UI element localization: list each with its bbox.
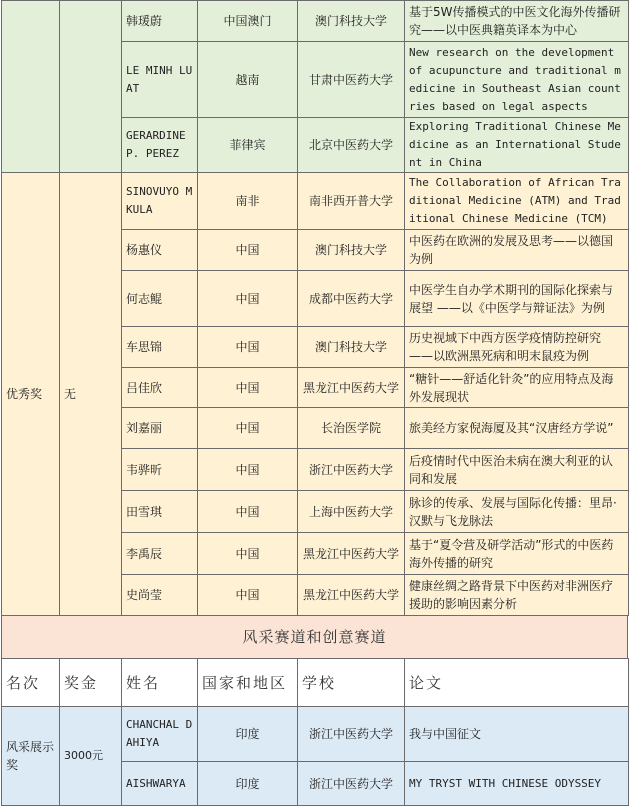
school-cell: 上海中医药大学	[298, 491, 405, 533]
country-cell: 南非	[198, 173, 298, 230]
country-cell: 菲律宾	[198, 118, 298, 173]
country-cell: 印度	[198, 707, 298, 762]
name-cell: 韦骅昕	[122, 449, 198, 491]
table-row	[2, 1, 629, 42]
school-cell: 澳门科技大学	[298, 230, 405, 271]
awards-table-lower	[1, 658, 629, 806]
school-cell: 浙江中医药大学	[298, 762, 405, 806]
country-cell: 中国	[198, 575, 298, 616]
name-cell: AISHWARYA	[122, 762, 198, 806]
name-cell: 史尚莹	[122, 575, 198, 616]
name-cell: CHANCHAL DAHIYA	[122, 707, 198, 762]
paper-cell: MY TRYST WITH CHINESE ODYSSEY	[405, 762, 629, 806]
name-cell: 田雪琪	[122, 491, 198, 533]
name-cell: 韩瑗蔚	[122, 1, 198, 42]
header-prize: 奖金	[60, 659, 122, 707]
name-cell: 何志鲲	[122, 271, 198, 327]
name-cell: 李禹辰	[122, 533, 198, 575]
school-cell: 澳门科技大学	[298, 327, 405, 368]
school-cell: 浙江中医药大学	[298, 707, 405, 762]
name-cell: SINOVUYO MKULA	[122, 173, 198, 230]
school-cell: 浙江中医药大学	[298, 449, 405, 491]
award-cell: 风采展示奖	[2, 707, 60, 806]
school-cell: 黑龙江中医药大学	[298, 533, 405, 575]
school-cell: 黑龙江中医药大学	[298, 575, 405, 616]
country-cell: 中国	[198, 449, 298, 491]
award-cell-empty	[2, 1, 60, 173]
name-cell: 车思锦	[122, 327, 198, 368]
prize-cell-empty	[60, 1, 122, 173]
header-rank: 名次	[2, 659, 60, 707]
name-cell: 吕佳欣	[122, 368, 198, 408]
school-cell: 黑龙江中医药大学	[298, 368, 405, 408]
name-cell: GERARDINE P. PEREZ	[122, 118, 198, 173]
school-cell: 北京中医药大学	[298, 118, 405, 173]
paper-cell: New research on the development of acupuncture and traditional medicine in Southeast Asian countries based on legal aspects	[405, 42, 629, 118]
country-cell: 中国澳门	[198, 1, 298, 42]
school-cell: 澳门科技大学	[298, 1, 405, 42]
header-paper: 论文	[405, 659, 629, 707]
paper-cell: 旅美经方家倪海厦及其“汉唐经方学说”	[405, 408, 629, 449]
country-cell: 中国	[198, 491, 298, 533]
paper-cell: “糖针——舒适化针灸”的应用特点及海外发展现状	[405, 368, 629, 408]
table-header-row	[2, 659, 629, 707]
award-cell: 优秀奖	[2, 173, 60, 616]
table-row	[2, 173, 629, 230]
paper-cell: Exploring Traditional Chinese Medicine as an International Student in China	[405, 118, 629, 173]
school-cell: 成都中医药大学	[298, 271, 405, 327]
country-cell: 中国	[198, 327, 298, 368]
section-title: 风采赛道和创意赛道	[1, 615, 628, 659]
prize-cell: 无	[60, 173, 122, 616]
school-cell: 南非西开普大学	[298, 173, 405, 230]
name-cell: LE MINH LUAT	[122, 42, 198, 118]
header-country: 国家和地区	[198, 659, 298, 707]
country-cell: 印度	[198, 762, 298, 806]
paper-cell: 历史视域下中西方医学疫情防控研究——以欧洲黑死病和明末鼠疫为例	[405, 327, 629, 368]
country-cell: 越南	[198, 42, 298, 118]
country-cell: 中国	[198, 271, 298, 327]
paper-cell: 我与中国征文	[405, 707, 629, 762]
paper-cell: 健康丝绸之路背景下中医药对非洲医疗援助的影响因素分析	[405, 575, 629, 616]
country-cell: 中国	[198, 230, 298, 271]
school-cell: 甘肃中医药大学	[298, 42, 405, 118]
header-name: 姓名	[122, 659, 198, 707]
paper-cell: The Collaboration of African Traditional Medicine (ATM) and Traditional Chinese Medicine (TCM)	[405, 173, 629, 230]
country-cell: 中国	[198, 408, 298, 449]
name-cell: 刘嘉丽	[122, 408, 198, 449]
paper-cell: 基于“夏令营及研学活动”形式的中医药海外传播的研究	[405, 533, 629, 575]
school-cell: 长治医学院	[298, 408, 405, 449]
country-cell: 中国	[198, 533, 298, 575]
paper-cell: 后疫情时代中医治未病在澳大利亚的认同和发展	[405, 449, 629, 491]
awards-table-upper	[1, 0, 629, 616]
prize-cell: 3000元	[60, 707, 122, 806]
header-school: 学校	[298, 659, 405, 707]
paper-cell: 中医学生自办学术期刊的国际化探索与展望 ——以《中医学与辩证法》为例	[405, 271, 629, 327]
paper-cell: 中医药在欧洲的发展及思考——以德国为例	[405, 230, 629, 271]
table-row	[2, 707, 629, 762]
name-cell: 杨惠仪	[122, 230, 198, 271]
country-cell: 中国	[198, 368, 298, 408]
paper-cell: 脉诊的传承、发展与国际化传播：里昂·汉默与飞龙脉法	[405, 491, 629, 533]
paper-cell: 基于5W传播模式的中医文化海外传播研究——以中医典籍英译本为中心	[405, 1, 629, 42]
